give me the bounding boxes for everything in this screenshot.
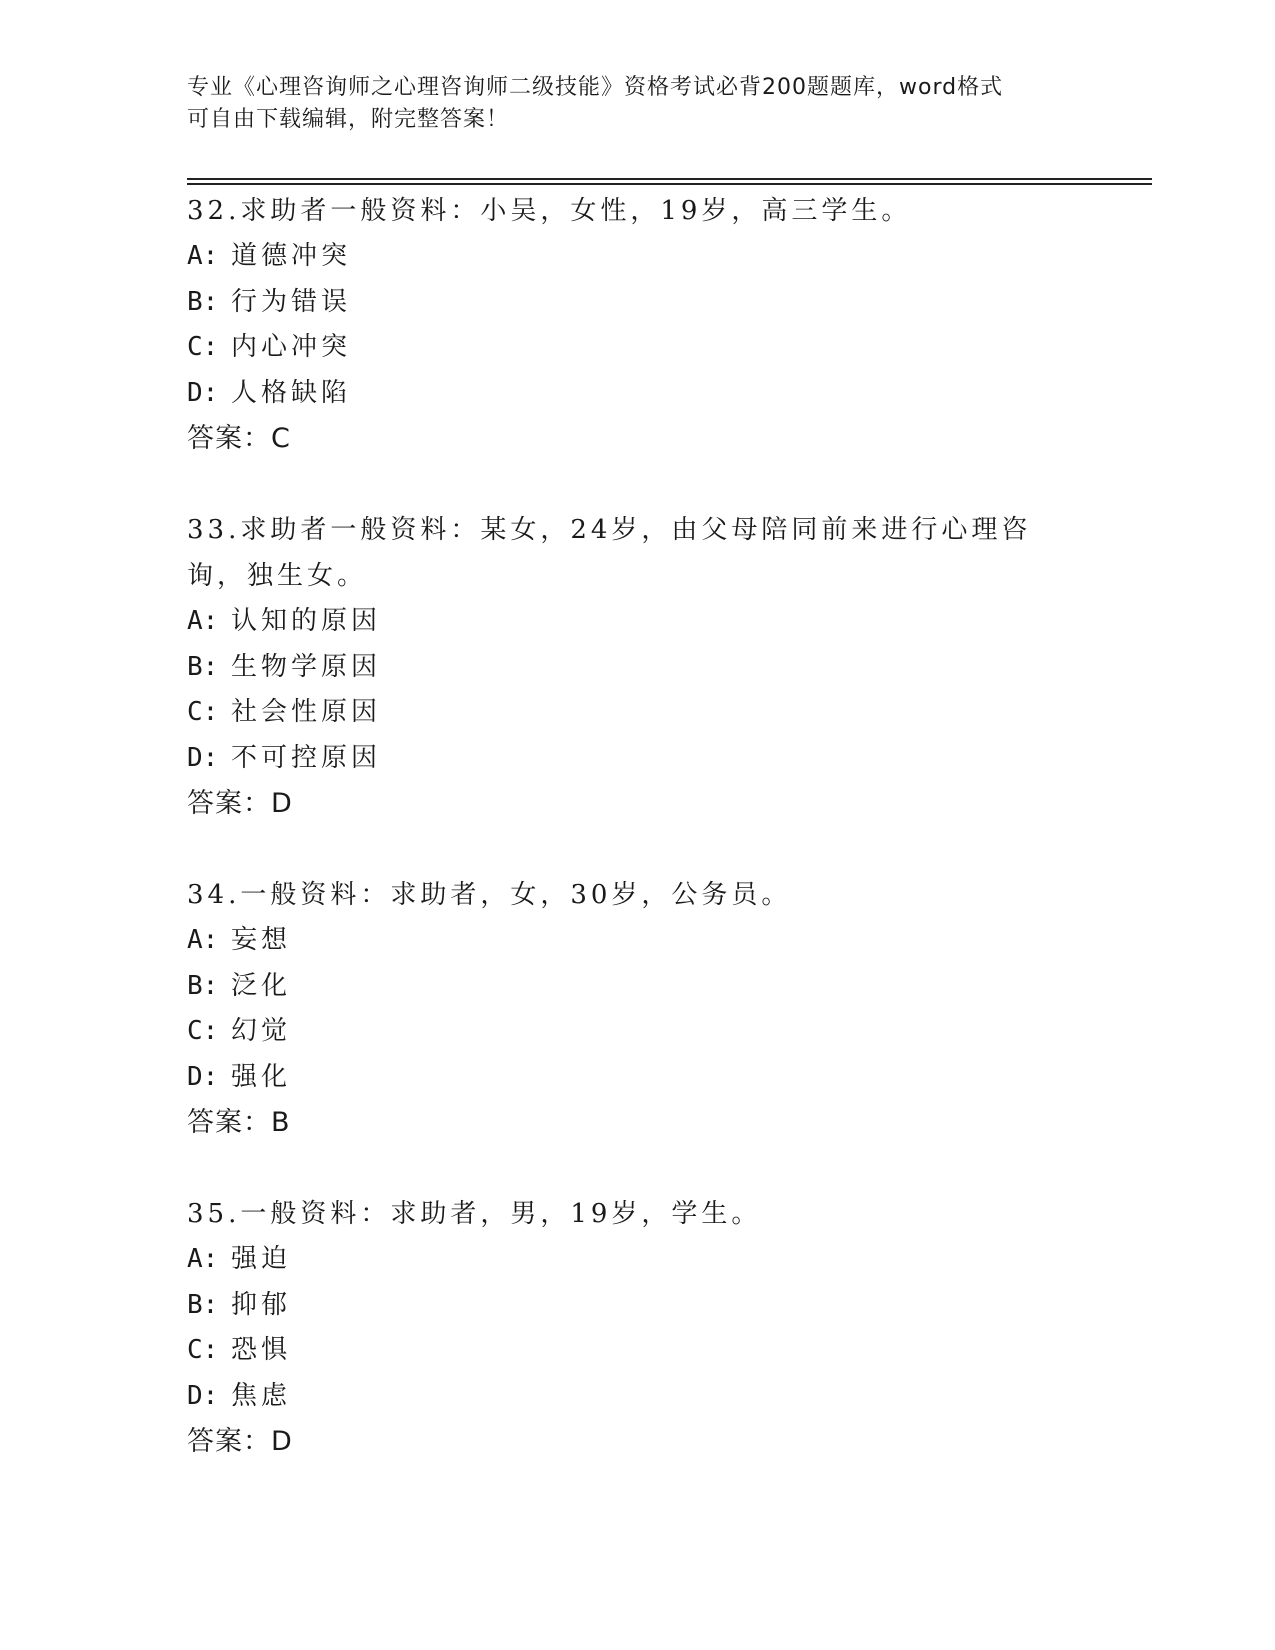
option-text: 妄想 (231, 925, 292, 955)
header-title-line-1: 专业《心理咨询师之心理咨询师二级技能》资格考试必背200题题库，word格式 (187, 75, 1004, 100)
option-text: 焦虑 (231, 1380, 292, 1411)
answer-line: 答案：C (187, 423, 291, 454)
answer-line: 答案：D (187, 788, 293, 819)
option-c (187, 325, 1087, 371)
option-text: 抑郁 (231, 1289, 292, 1320)
option-a (187, 918, 1087, 964)
option-text: 社会性原因 (231, 697, 382, 727)
question-stem: 32.求助者一般资料：小吴，女性，19岁，高三学生。 (187, 196, 912, 226)
option-key: B: (187, 1289, 219, 1320)
option-key: B: (187, 286, 219, 317)
option-text: 强化 (231, 1061, 292, 1092)
option-c (187, 690, 1087, 736)
question-33 (187, 507, 1087, 827)
option-text: 行为错误 (231, 286, 352, 317)
option-key: C: (187, 332, 219, 362)
option-key: B: (187, 970, 219, 1001)
option-key: D: (187, 1380, 219, 1411)
option-text: 生物学原因 (231, 651, 382, 682)
option-key: B: (187, 651, 219, 682)
question-stem: 35.一般资料：求助者，男，19岁，学生。 (187, 1199, 762, 1229)
option-b (187, 1283, 1087, 1329)
question-stem: 33.求助者一般资料：某女，24岁，由父母陪同前来进行心理咨询，独生女。 (187, 515, 1032, 591)
document-header (187, 72, 1067, 136)
option-text: 内心冲突 (231, 332, 352, 362)
option-key: A: (187, 925, 219, 955)
option-text: 不可控原因 (231, 742, 382, 773)
answer-line: 答案：D (187, 1426, 293, 1457)
option-text: 强迫 (231, 1244, 292, 1274)
option-b (187, 280, 1087, 326)
option-a (187, 599, 1087, 645)
option-d (187, 1055, 1087, 1101)
option-b (187, 645, 1087, 691)
header-divider-top (187, 178, 1152, 180)
option-c (187, 1009, 1087, 1055)
option-text: 幻觉 (231, 1016, 292, 1046)
option-key: A: (187, 606, 219, 636)
option-key: A: (187, 241, 219, 271)
question-35 (187, 1191, 1087, 1465)
option-c (187, 1328, 1087, 1374)
option-a (187, 234, 1087, 280)
option-key: C: (187, 697, 219, 727)
option-key: C: (187, 1016, 219, 1046)
option-d (187, 736, 1087, 782)
option-key: D: (187, 742, 219, 773)
question-stem: 34.一般资料：求助者，女，30岁，公务员。 (187, 880, 792, 910)
option-key: A: (187, 1244, 219, 1274)
option-text: 泛化 (231, 970, 292, 1001)
question-list (187, 188, 1087, 1465)
option-key: C: (187, 1335, 219, 1365)
header-divider-bottom (187, 183, 1152, 185)
option-key: D: (187, 1061, 219, 1092)
answer-line: 答案：B (187, 1107, 291, 1138)
option-key: D: (187, 377, 219, 408)
option-a (187, 1237, 1087, 1283)
option-d (187, 1374, 1087, 1420)
question-32 (187, 188, 1087, 462)
header-title-line-2: 可自由下载编辑，附完整答案！ (187, 107, 510, 132)
option-d (187, 371, 1087, 417)
option-text: 认知的原因 (231, 606, 382, 636)
option-text: 人格缺陷 (231, 377, 352, 408)
option-text: 道德冲突 (231, 241, 352, 271)
question-34 (187, 872, 1087, 1146)
option-b (187, 964, 1087, 1010)
option-text: 恐惧 (231, 1335, 292, 1365)
